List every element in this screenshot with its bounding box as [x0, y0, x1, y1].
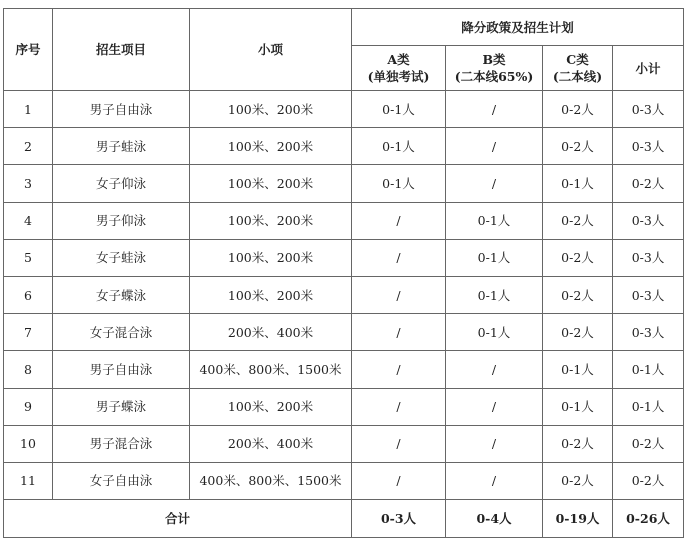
- row-category-c: 0-2人: [543, 91, 613, 128]
- header-a-sub: (单独考试): [367, 69, 430, 84]
- table-row: [4, 239, 684, 276]
- totals-a: 0-3人: [352, 500, 446, 538]
- row-category-a: /: [352, 276, 446, 313]
- table-body: [4, 91, 684, 500]
- row-subtotal: 0-1人: [613, 388, 684, 425]
- header-b-sub: (二本线65%): [454, 69, 534, 84]
- row-item: 100米、200米: [190, 388, 352, 425]
- row-category-a: /: [352, 425, 446, 462]
- row-category-b: /: [446, 425, 543, 462]
- row-subtotal: 0-3人: [613, 276, 684, 313]
- header-b-title: B类: [482, 52, 506, 67]
- row-category-b: 0-1人: [446, 314, 543, 351]
- row-number: 2: [4, 128, 53, 165]
- row-category-c: 0-2人: [543, 202, 613, 239]
- row-category-c: 0-1人: [543, 388, 613, 425]
- row-project: 男子混合泳: [53, 425, 190, 462]
- row-project: 男子仰泳: [53, 202, 190, 239]
- totals-c: 0-19人: [543, 500, 613, 538]
- table-row: [4, 351, 684, 388]
- header-c-title: C类: [566, 52, 589, 67]
- row-category-b: 0-1人: [446, 202, 543, 239]
- table-row: [4, 128, 684, 165]
- row-category-a: 0-1人: [352, 165, 446, 202]
- row-number: 10: [4, 425, 53, 462]
- header-category-b: [446, 46, 543, 91]
- row-number: 7: [4, 314, 53, 351]
- row-category-a: 0-1人: [352, 91, 446, 128]
- row-item: 400米、800米、1500米: [190, 462, 352, 499]
- row-category-c: 0-2人: [543, 425, 613, 462]
- row-category-b: /: [446, 91, 543, 128]
- table-row: [4, 388, 684, 425]
- row-category-a: /: [352, 351, 446, 388]
- row-project: 女子混合泳: [53, 314, 190, 351]
- table-row: [4, 165, 684, 202]
- table-row: [4, 91, 684, 128]
- row-category-a: /: [352, 239, 446, 276]
- header-policy: 降分政策及招生计划: [352, 9, 684, 46]
- row-category-a: /: [352, 202, 446, 239]
- header-row-1: [4, 9, 684, 46]
- row-category-a: /: [352, 388, 446, 425]
- header-subtotal: 小计: [613, 46, 684, 91]
- row-subtotal: 0-3人: [613, 314, 684, 351]
- row-item: 200米、400米: [190, 314, 352, 351]
- row-item: 200米、400米: [190, 425, 352, 462]
- row-category-b: /: [446, 388, 543, 425]
- totals-row: [4, 500, 684, 538]
- row-category-c: 0-1人: [543, 165, 613, 202]
- row-category-b: 0-1人: [446, 239, 543, 276]
- header-item: 小项: [190, 9, 352, 91]
- row-number: 8: [4, 351, 53, 388]
- row-subtotal: 0-3人: [613, 239, 684, 276]
- header-category-c: [543, 46, 613, 91]
- row-project: 女子自由泳: [53, 462, 190, 499]
- row-subtotal: 0-2人: [613, 425, 684, 462]
- row-subtotal: 0-2人: [613, 462, 684, 499]
- table-row: [4, 202, 684, 239]
- row-category-b: /: [446, 165, 543, 202]
- row-category-c: 0-2人: [543, 239, 613, 276]
- row-item: 100米、200米: [190, 128, 352, 165]
- row-project: 女子蝶泳: [53, 276, 190, 313]
- row-project: 男子自由泳: [53, 91, 190, 128]
- row-category-b: /: [446, 351, 543, 388]
- row-number: 5: [4, 239, 53, 276]
- row-category-a: /: [352, 462, 446, 499]
- totals-subtotal: 0-26人: [613, 500, 684, 538]
- row-category-c: 0-2人: [543, 128, 613, 165]
- row-number: 9: [4, 388, 53, 425]
- row-project: 女子仰泳: [53, 165, 190, 202]
- row-project: 女子蛙泳: [53, 239, 190, 276]
- row-item: 100米、200米: [190, 165, 352, 202]
- row-category-c: 0-2人: [543, 276, 613, 313]
- row-item: 400米、800米、1500米: [190, 351, 352, 388]
- table-row: [4, 314, 684, 351]
- totals-label: 合计: [4, 500, 352, 538]
- header-seq: 序号: [4, 9, 53, 91]
- row-subtotal: 0-2人: [613, 165, 684, 202]
- header-category-a: [352, 46, 446, 91]
- row-category-a: 0-1人: [352, 128, 446, 165]
- table-row: [4, 425, 684, 462]
- row-category-c: 0-1人: [543, 351, 613, 388]
- row-project: 男子蝶泳: [53, 388, 190, 425]
- row-category-a: /: [352, 314, 446, 351]
- row-category-b: /: [446, 128, 543, 165]
- header-c-sub: (二本线): [552, 69, 603, 84]
- row-number: 1: [4, 91, 53, 128]
- admission-plan-table: [3, 8, 684, 538]
- row-project: 男子蛙泳: [53, 128, 190, 165]
- row-subtotal: 0-3人: [613, 91, 684, 128]
- row-subtotal: 0-3人: [613, 202, 684, 239]
- row-item: 100米、200米: [190, 202, 352, 239]
- row-category-b: /: [446, 462, 543, 499]
- row-number: 4: [4, 202, 53, 239]
- row-item: 100米、200米: [190, 91, 352, 128]
- header-a-title: A类: [387, 52, 410, 67]
- totals-b: 0-4人: [446, 500, 543, 538]
- row-category-c: 0-2人: [543, 314, 613, 351]
- row-subtotal: 0-3人: [613, 128, 684, 165]
- row-number: 3: [4, 165, 53, 202]
- row-item: 100米、200米: [190, 276, 352, 313]
- table-row: [4, 276, 684, 313]
- row-number: 11: [4, 462, 53, 499]
- row-project: 男子自由泳: [53, 351, 190, 388]
- row-category-b: 0-1人: [446, 276, 543, 313]
- row-item: 100米、200米: [190, 239, 352, 276]
- header-project: 招生项目: [53, 9, 190, 91]
- row-category-c: 0-2人: [543, 462, 613, 499]
- row-number: 6: [4, 276, 53, 313]
- table-row: [4, 462, 684, 499]
- row-subtotal: 0-1人: [613, 351, 684, 388]
